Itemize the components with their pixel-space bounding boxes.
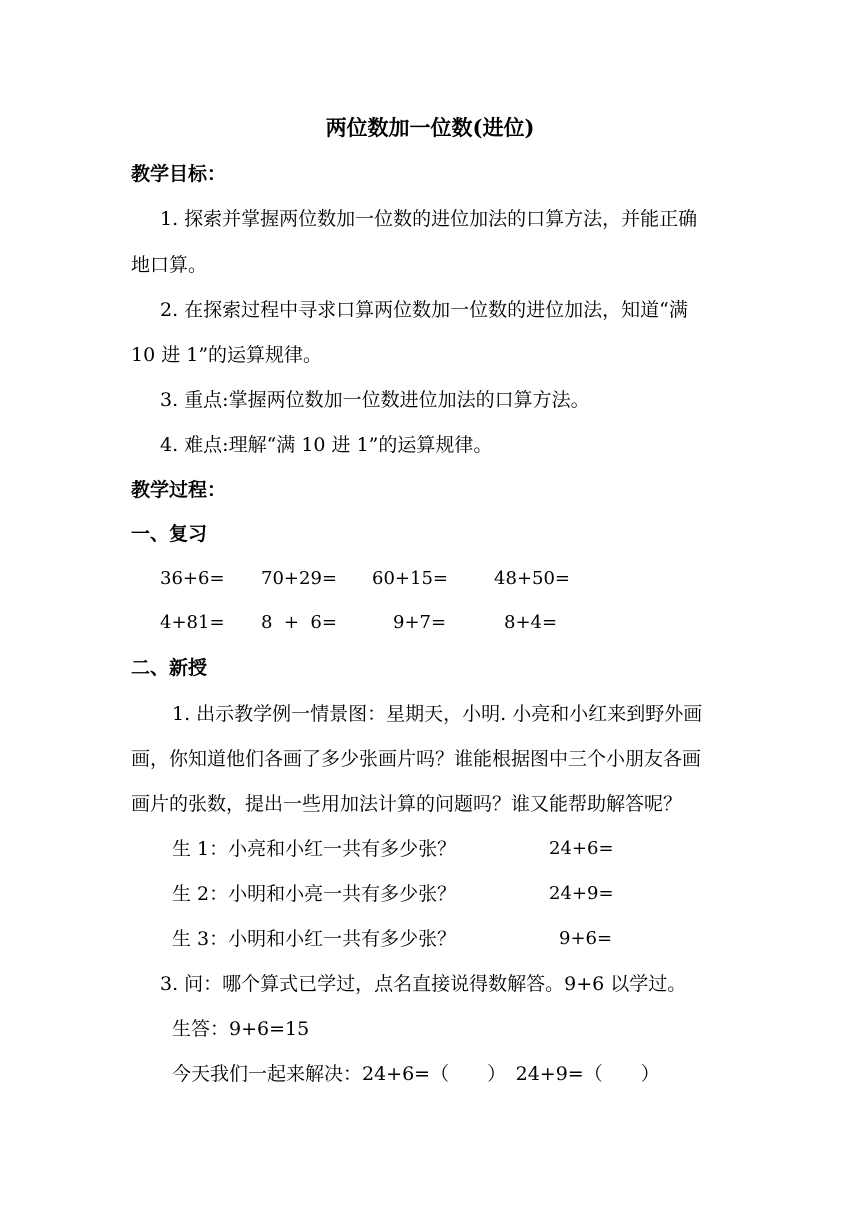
student-formula: 9+6= (559, 928, 613, 949)
student-question: 生 3：小明和小红一共有多少张？ (172, 928, 457, 950)
student-formula: 24+6= (549, 838, 614, 859)
objective-2-line-2: 10 进 1”的运算规律。 (131, 344, 323, 366)
review-expression: 8 + 6= (261, 612, 337, 633)
review-expression: 8+4= (504, 612, 558, 633)
review-expression: 48+50= (494, 568, 570, 589)
objective-1-line-1: 1. 探索并掌握两位数加一位数的进位加法的口算方法，并能正确 (160, 208, 698, 230)
review-expression: 9+7= (393, 612, 447, 633)
student-question: 生 2：小明和小亮一共有多少张？ (172, 883, 457, 905)
page-title: 两位数加一位数(进位) (325, 115, 535, 140)
objective-2-line-1: 2. 在探索过程中寻求口算两位数加一位数的进位加法，知道“满 (160, 299, 688, 321)
student-question: 生 1：小亮和小红一共有多少张？ (172, 838, 457, 860)
objective-1-line-2: 地口算。 (131, 254, 208, 276)
review-expression: 4+81= (160, 612, 225, 633)
new-lesson-p1-line-1: 1. 出示教学例一情景图：星期天，小明. 小亮和小红来到野外画 (172, 703, 703, 725)
review-expression: 36+6= (160, 568, 225, 589)
student-formula: 24+9= (549, 883, 614, 904)
review-heading: 一、复习 (131, 523, 208, 545)
new-lesson-p1-line-3: 画片的张数，提出一些用加法计算的问题吗？谁又能帮助解答呢？ (131, 793, 683, 815)
new-lesson-p3: 3. 问：哪个算式已学过，点名直接说得数解答。9+6 以学过。 (160, 973, 687, 995)
new-lesson-heading: 二、新授 (131, 657, 208, 679)
today-problems: 今天我们一起来解决：24+6=（ ） 24+9=（ ） (172, 1063, 660, 1085)
student-answer: 生答：9+6=15 (172, 1018, 310, 1040)
process-heading: 教学过程： (131, 479, 227, 501)
new-lesson-p1-line-2: 画，你知道他们各画了多少张画片吗？谁能根据图中三个小朋友各画 (131, 748, 702, 770)
objective-3: 3. 重点:掌握两位数加一位数进位加法的口算方法。 (160, 389, 590, 411)
objective-4: 4. 难点:理解“满 10 进 1”的运算规律。 (160, 434, 493, 456)
objectives-heading: 教学目标： (131, 163, 227, 185)
review-expression: 70+29= (261, 568, 337, 589)
review-expression: 60+15= (372, 568, 448, 589)
